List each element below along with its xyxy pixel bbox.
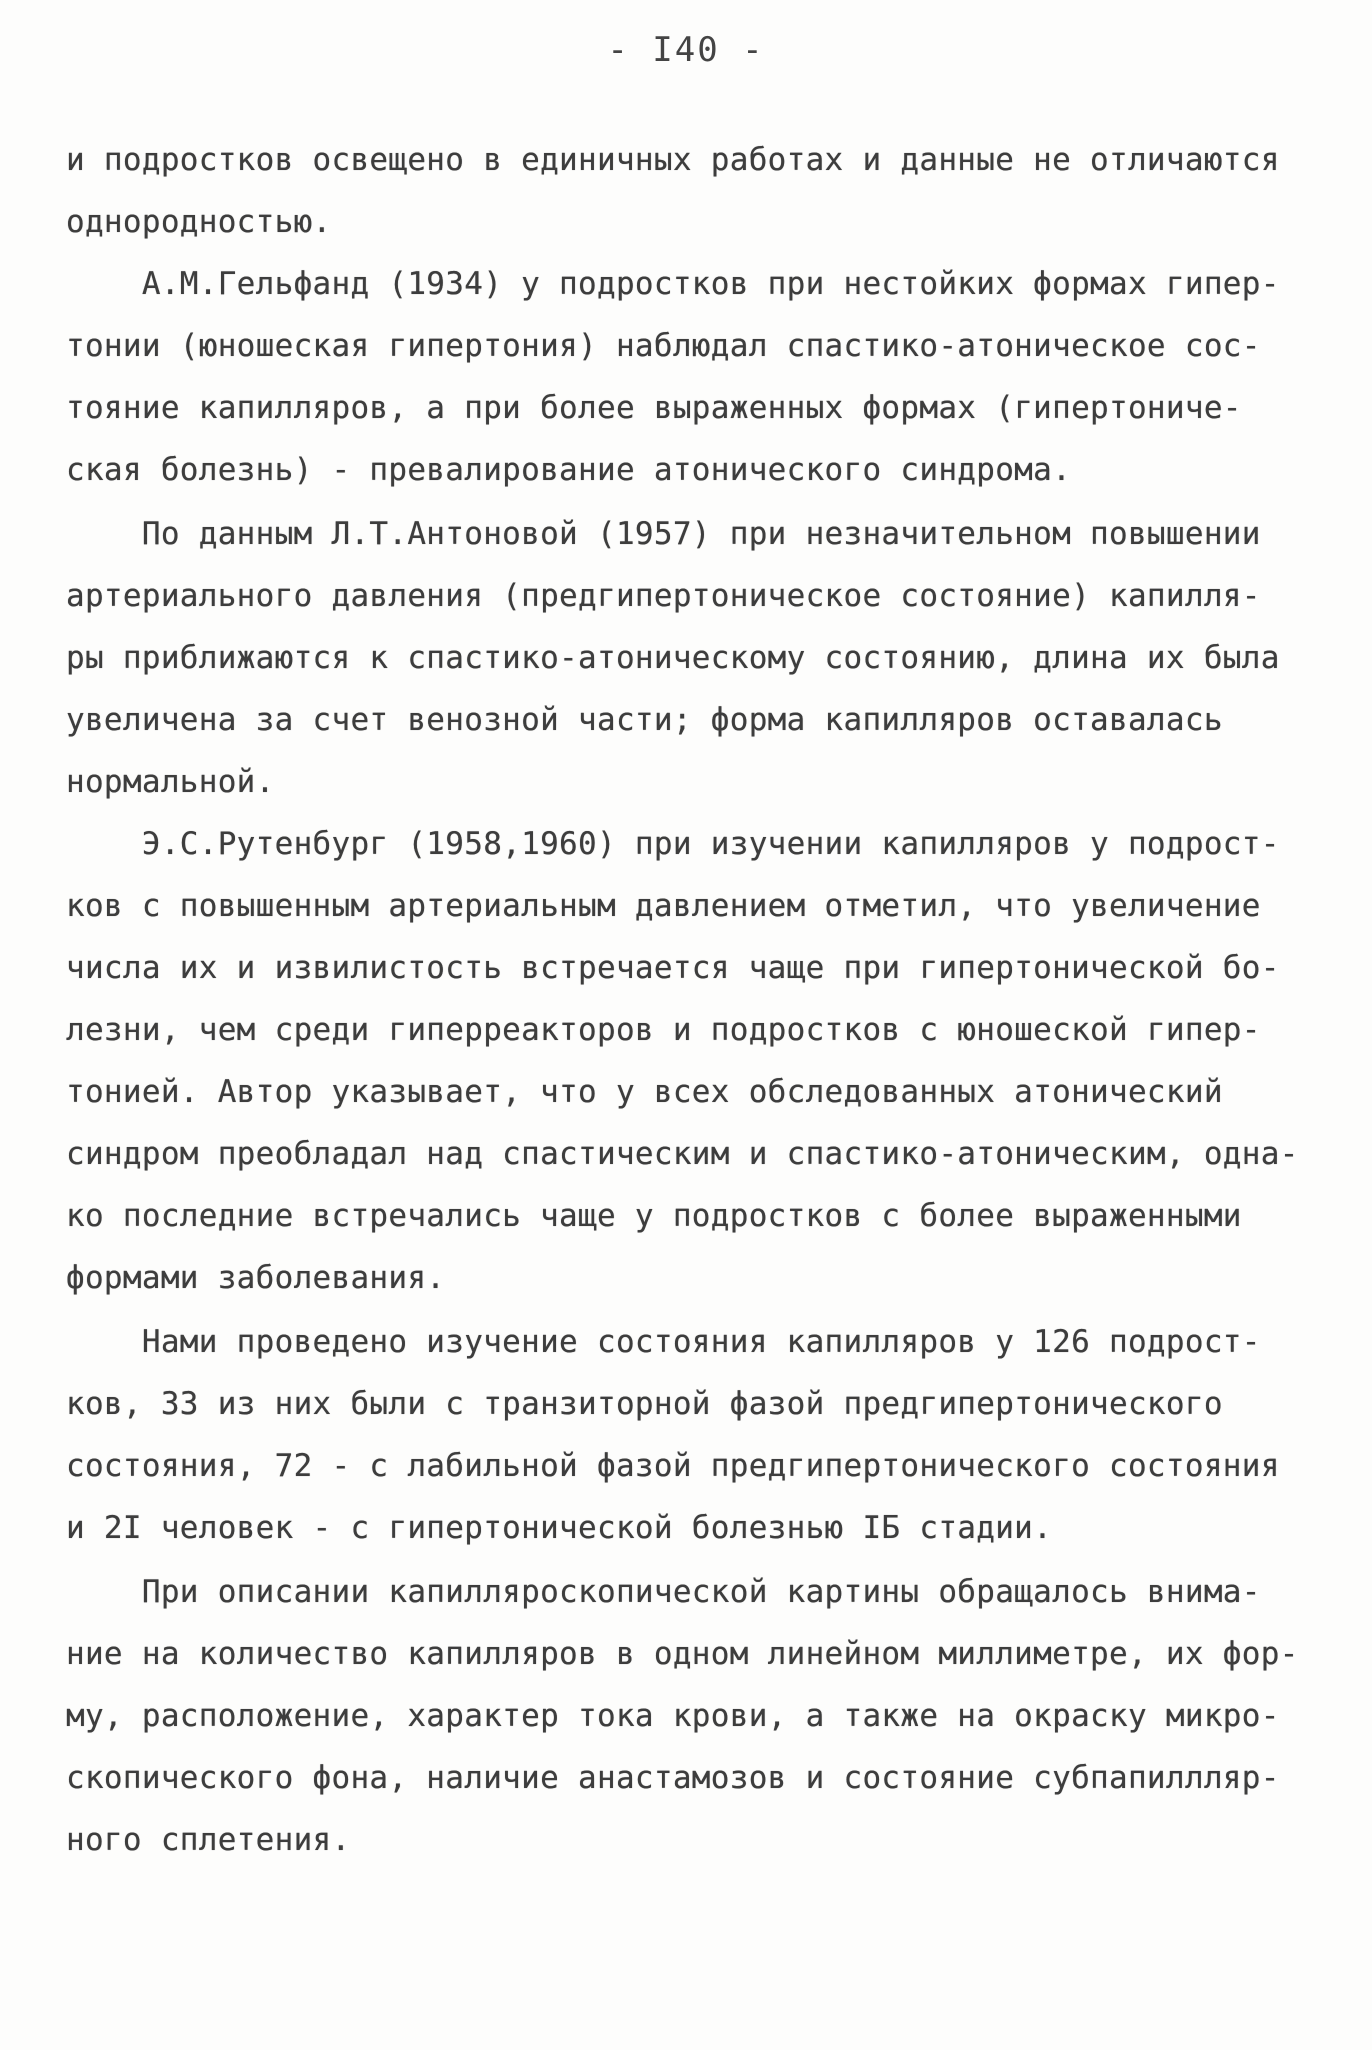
text-line: нормальной. [66,764,275,800]
text-line: Нами проведено изучение состояния капилляров у 126 подрост- [66,1324,1261,1360]
text-line: однородностью. [66,204,332,240]
text-line: По данным Л.Т.Антоновой (1957) при незначительном повышении [66,516,1261,552]
text-line: ры приближаются к спастико-атоническому состоянию, длина их была [66,640,1280,676]
text-line: Э.С.Рутенбург (1958,1960) при изучении капилляров у подрост- [66,826,1280,862]
text-line: и 2I человек - с гипертонической болезнью IБ стадии. [66,1510,1053,1546]
text-line: му, расположение, характер тока крови, а также на окраску микро- [66,1698,1280,1734]
text-line: синдром преобладал над спастическим и спастико-атоническим, одна- [66,1136,1299,1172]
page-number: - I40 - [607,30,765,70]
text-line: тонии (юношеская гипертония) наблюдал спастико-атоническое сос- [66,328,1261,364]
text-line: увеличена за счет венозной части; форма капилляров оставалась [66,702,1223,738]
text-line: тонией. Автор указывает, что у всех обследованных атонический [66,1074,1223,1110]
text-line: ков с повышенным артериальным давлением отметил, что увеличение [66,888,1261,924]
text-line: ков, 33 из них были с транзиторной фазой предгипертонического [66,1386,1223,1422]
text-line: формами заболевания. [66,1260,446,1296]
text-line: А.М.Гельфанд (1934) у подростков при нестойких формах гипер- [66,266,1280,302]
text-line: и подростков освещено в единичных работах и данные не отличаются [66,142,1280,178]
text-line: артериального давления (предгипертоническое состояние) капилля- [66,578,1261,614]
text-line: ного сплетения. [66,1822,351,1858]
text-line: ко последние встречались чаще у подростков с более выраженными [66,1198,1242,1234]
text-line: состояния, 72 - с лабильной фазой предгипертонического состояния [66,1448,1280,1484]
text-line: скопического фона, наличие анастамозов и состояние субпапиллляр- [66,1760,1280,1796]
text-line: ние на количество капилляров в одном линейном миллиметре, их фор- [66,1636,1299,1672]
text-line: ская болезнь) - превалирование атонического синдрома. [66,452,1072,488]
text-line: тояние капилляров, а при более выраженных формах (гипертониче- [66,390,1242,426]
text-line: лезни, чем среди гиперреакторов и подростков с юношеской гипер- [66,1012,1261,1048]
text-line: числа их и извилистость встречается чаще при гипертонической бо- [66,950,1280,986]
text-line: При описании капилляроскопической картины обращалось внима- [66,1574,1261,1610]
